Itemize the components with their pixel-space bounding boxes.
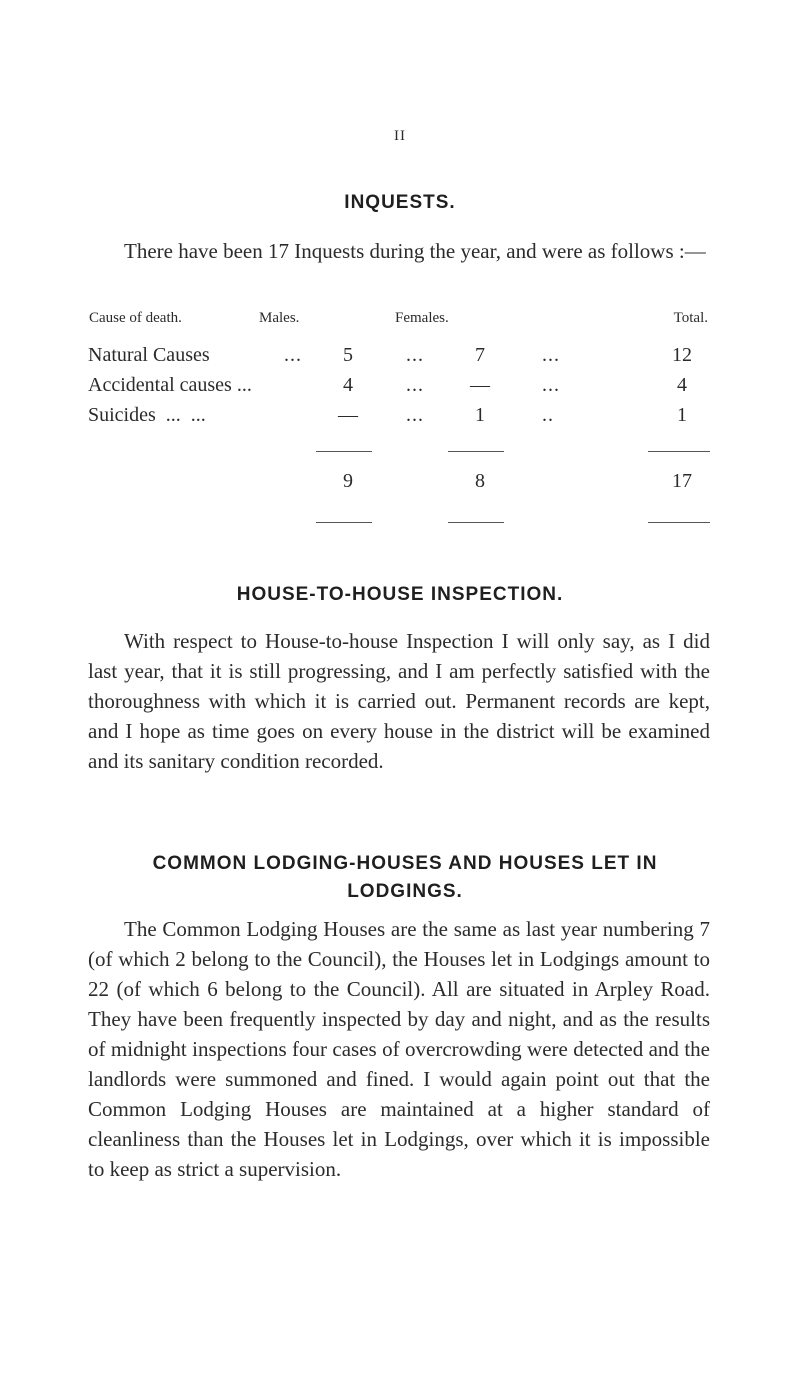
inquests-heading: INQUESTS. — [344, 192, 456, 213]
row-males: 5 — [343, 344, 353, 366]
row-leader-dots: ... — [542, 344, 560, 366]
divider — [448, 522, 504, 523]
row-leader-dots: ... — [406, 404, 424, 426]
house-inspection-paragraph: With respect to House-to-house Inspection I will only say, as I did last year, that it is still progressing, and I am perfectly satisfied with the thoroughness with which it is carried out. Permanent records are kept, and I hope as time goes on every house in the district will be examined and its sanitary condition recorded. — [88, 629, 710, 773]
row-total: 12 — [672, 344, 692, 366]
row-leader-dots: ... — [406, 344, 424, 366]
table-row — [88, 344, 710, 374]
header-males: Males. — [259, 310, 300, 326]
total-males: 9 — [343, 470, 353, 492]
common-lodging-heading: COMMON LODGING-HOUSES AND HOUSES LET IN LODGINGS. — [152, 853, 658, 902]
header-cause: Cause of death. — [89, 310, 182, 326]
row-leader-dots: ... — [542, 374, 560, 396]
divider — [448, 451, 504, 452]
total-all: 17 — [672, 470, 692, 492]
table-row — [88, 374, 710, 404]
row-leader-dots: .. — [542, 404, 554, 426]
row-cause: Suicides ... ... — [88, 404, 206, 426]
row-leader-dots: ... — [284, 344, 302, 366]
header-females: Females. — [395, 310, 449, 326]
totals-row — [88, 470, 710, 500]
divider — [648, 451, 710, 452]
page-number: II — [394, 128, 406, 144]
divider — [648, 522, 710, 523]
total-females: 8 — [475, 470, 485, 492]
divider — [316, 522, 372, 523]
row-cause: Accidental causes ... — [88, 374, 252, 396]
inquests-intro: There have been 17 Inquests during the year, and were as follows :— — [124, 239, 706, 263]
row-males: — — [338, 404, 358, 426]
divider — [316, 451, 372, 452]
common-lodging-paragraph: The Common Lodging Houses are the same as last year numbering 7 (of which 2 belong to the Council), the Houses let in Lodgings amount to 22 (of which 6 belong to the Council). All are situated in Arpley Road. They have been frequently inspected by day and night, and as the results of midnight inspections four cases of overcrowding were detected and the landlords were summoned and fined. I would again point out that the Common Lodging Houses are maintained at a higher standard of cleanliness than the Houses let in Lodgings, over which it is impossible to keep as strict a supervision. — [88, 917, 710, 1181]
house-inspection-heading: HOUSE-TO-HOUSE INSPECTION. — [236, 584, 564, 605]
row-cause: Natural Causes — [88, 344, 210, 366]
inquests-table-header — [88, 310, 710, 332]
row-total: 4 — [677, 374, 687, 396]
row-total: 1 — [677, 404, 687, 426]
row-females: 7 — [475, 344, 485, 366]
row-females: 1 — [475, 404, 485, 426]
row-leader-dots: ... — [406, 374, 424, 396]
header-total: Total. — [673, 310, 708, 326]
row-females: — — [470, 374, 490, 396]
table-row — [88, 404, 710, 434]
row-males: 4 — [343, 374, 353, 396]
